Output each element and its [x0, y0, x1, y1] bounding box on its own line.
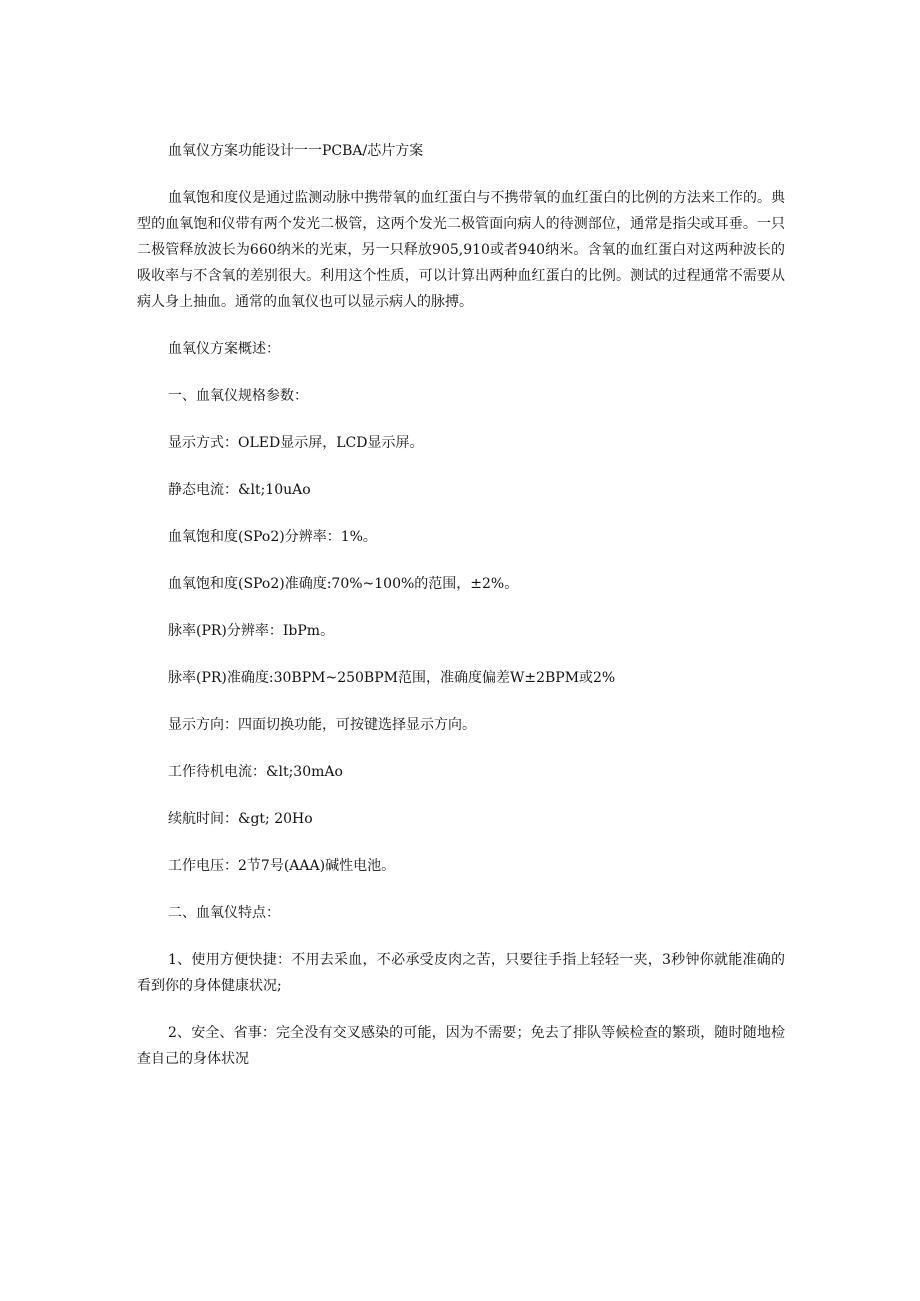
- intro-paragraph: 血氧饱和度仪是通过监测动脉中携带氧的血红蛋白与不携带氧的血红蛋白的比例的方法来工作的。典型的血氧饱和仪带有两个发光二极管，这两个发光二极管面向病人的待测部位，通常是指尖或耳垂。一只二极管释放波长为660纳米的光束，另一只释放905,910或者940纳米。含氧的血红蛋白对这两种波长的吸收率与不含氧的差别很大。利用这个性质，可以计算出两种血红蛋白的比例。测试的过程通常不需要从病人身上抽血。通常的血氧仪也可以显示病人的脉搏。: [137, 190, 785, 310]
- section2-heading: 二、血氧仪特点：: [168, 905, 280, 921]
- spec-pr-accuracy: 脉率(PR)准确度:30BPM~250BPM范围，准确度偏差W±2BPM或2%: [168, 670, 616, 686]
- document-title: 血氧仪方案功能设计一一PCBA/芯片方案: [168, 143, 424, 159]
- section1-heading: 一、血氧仪规格参数：: [168, 388, 308, 404]
- overview-heading: 血氧仪方案概述：: [168, 341, 280, 357]
- document-body: [137, 138, 785, 1072]
- spec-static-current: 静态电流：&lt;10uAo: [168, 482, 311, 498]
- feature-item: 1、使用方便快捷：不用去采血，不必承受皮肉之苦，只要往手指上轻轻一夹，3秒钟你就能准确的看到你的身体健康状况;: [137, 952, 785, 994]
- spec-spo2-accuracy: 血氧饱和度(SPo2)准确度:70%~100%的范围，±2%。: [168, 576, 519, 592]
- spec-working-voltage: 工作电压：2节7号(AAA)碱性电池。: [168, 858, 396, 874]
- spec-standby-current: 工作待机电流：&lt;30mAo: [168, 764, 343, 780]
- spec-display-mode: 显示方式：OLED显示屏，LCD显示屏。: [168, 435, 424, 451]
- spec-spo2-resolution: 血氧饱和度(SPo2)分辨率：1%。: [168, 529, 377, 545]
- spec-battery-life: 续航时间：&gt; 20Ho: [168, 811, 313, 827]
- spec-pr-resolution: 脉率(PR)分辨率：IbPm。: [168, 623, 335, 639]
- spec-display-direction: 显示方向：四面切换功能，可按键选择显示方向。: [168, 717, 476, 733]
- feature-item: 2、安全、省事：完全没有交叉感染的可能，因为不需要；免去了排队等候检查的繁琐，随时随地检查自己的身体状况: [137, 1025, 785, 1067]
